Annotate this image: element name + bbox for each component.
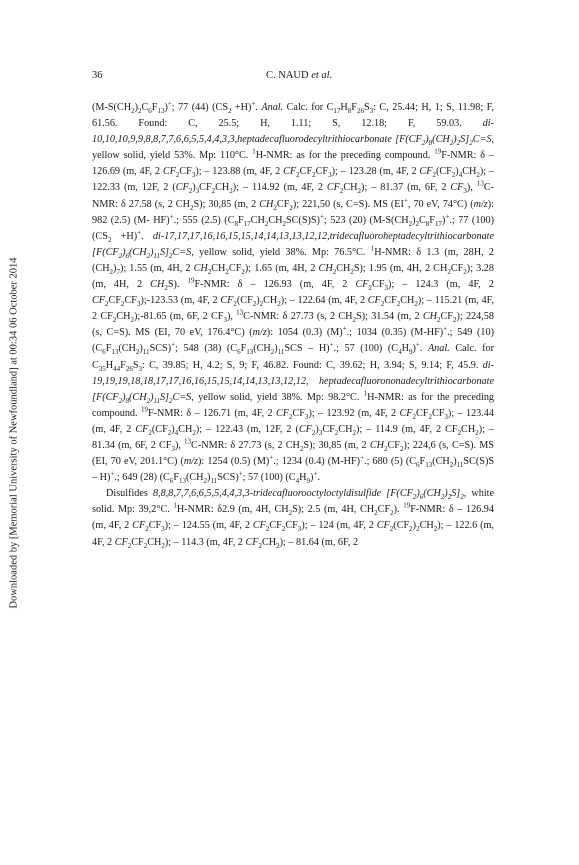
paragraph-disulfides: Disulfides 8,8,8,7,7,6,6,5,5,4,4,3,3-tridecafluorooctyloctyldisulfide $[F(CF_2)_6(CH_2)_2S]_2$, white solid. Mp: 39,2°C. $^1$H-NMR: δ2.9 (m, 4H, $CH_2S$); 2.5 (m, 4H, $CH_2CF_2$). $^{19}$F-NMR: δ – 126.94 (m, 4F, 2 $CF_2CF_3$); – 124.55 (m, 4F, 2 $CF_2CF_2CF_3$); – 124 (m, 4F, 2 $CF_2(CF_2)_2CH_2$); – 122.6 (m, 4F, 2 $CF_2CF_2CH_2$); – 114.3 (m, 4F, 2 $CF_2CH_2$); – 81.64 (m, 6F, 2 [92,488,495,550]
running-head [266,70,332,81]
download-watermark [4,0,24,865]
paragraph-trithiocarbonates: $(M-S(CH_2)_2C_6F_{13})^+$; 77 (44) $(CS_2 +H)^+$. Anal. Calc. for $C_{17}H_8F_{26}S_3$: C, 25.44; H, 1; S, 11.98; F, 61.56. Found: C, 25.5; H, 1.11; S, 12.18; F, 59.03. di-10,10,10,9,9,8,8,7,7,6,6,5,5,4,4,3,3,heptadecafluorodecyltrithiocarbonate $[F(CF_2)_8(CH_2)_2S]_2C=S$, yellow solid, yield 53%. Mp: 110°C. $^1$H-NMR: as for the preceding compound. $^{19}$F-NMR: δ – 126.69 (m, 4F, 2 $CF_2CF_3$); – 123.88 (m, 4F, 2 $CF_2CF_2CF_3$); – 123.28 (m, 4F, 2 $CF_2(CF_2)_4CH_2$); – 122.33 (m, 12F, 2 $(CF_2)_3CF_2CH_2$); – 114.92 (m, 4F, 2 $CF_2CH_2$); – 81.37 (m, 6F, 2 $CF_3$), $^{13}$C-NMR: δ 27.58 (s, 2 $CH_2S$); 30,85 (m, 2 $CH_2CF_2$); 221,50 (s, C=S). MS (EI+, 70 eV, 74°C) (m/z): 982 (2.5) (M- HF)+.; 555 (2.5) $(C_8F_{17}CH_2CH_2SC(S)S)^+$; 523 (20) $(M-S(CH_2)_2C_8F_{17})^+$.; 77 (100) $(CS_2 +H)^+$. di-17,17,17,16,16,15,15,14,14,13,13,12,12,tridecafluoroheptadecyltrithiocarbonate $[F(CF_2)_6(CH_2)_{11}S]_2C=S$, yellow solid, yield 38%. Mp: 76.5°C. $^1$H-NMR: δ 1.3 (m, 28H, 2 $(CH_2)_7$); 1.55 (m, 4H, 2 $CH_2CH_2CF_2$); 1.65 (m, 4H, 2 $CH_2CH_2S$); 1.95 (m, 4H, 2 $CH_2CF_2$); 3.28 (m, 4H, 2 $CH_2S$). $^{19}$F-NMR: δ – 126.93 (m, 4F, 2 $CF_2CF_3$); – 124.3 (m, 4F, 2 $CF_2CF_2CF_3);-123.53$ (m, 4F, 2 $CF_2(CF_2)_2CH_2$); – 122.64 (m, 4F, 2 $CF_2CF_2CH_2$); – 115.21 (m, 4F, 2 $CF_2CH_2);-81.65$ (m, 6F, 2 $CF_3$), $^{13}$C-NMR: δ 27.73 (s, 2 $CH_2S$); 31.54 (m, 2 $CH_2CF_2$); 224,58 (s, C=S). MS (EI, 70 eV, 176.4°C) (m/z): 1054 (0.3) (M)+.; 1034 (0.35) (M-HF)+.; 549 (10) $(C_6F_{13}(CH_2)_{11}SCS)^+$; 548 (38) $(C_6F_{13}(CH_2)_{11}SCS - H)^+$.; 57 (100) $(C_4H_9)^+$. Anal. Calc. for $C_{35}H_{44}F_{26}S_3$: C, 39.85; H, 4.2; S, 9; F, 46.82. Found: C, 39.62; H, 3.94; S, 9.14; F, 45.9. di-19,19,19,18,18,17,17,16,16,15,15,14,14,13,13,12,12, heptadecafluorononadecyltrithiocarbonate $[F(CF_2)_8(CH_2)_{11}S]_2C=S$, yellow solid, yield 38%. Mp: 98.2°C. $^1$H-NMR: as for the preceding compound. $^{19}$F-NMR: δ – 126.71 (m, 4F, 2 $CF_2CF_3$); – 123.92 (m, 4F, 2 $CF_2CF_2CF_3$); – 123.44 (m, 4F, 2 $CF_2(CF_2)_4CH_2$); – 122.43 (m, 12F, 2 $(CF_2)_3CF_2CH_2$); – 114.9 (m, 4F, 2 $CF_2CH_2$); – 81.34 (m, 6F, 2 $CF_3$), $^{13}$C-NMR: δ 27.73 (s, 2 $CH_2S$); 30,85 (m, 2 $CH_2CF_2$); 224,6 (s, C=S). MS (EI, 70 eV, 201.1°C) (m/z): 1254 (0.5) (M)+.; 1234 (0.4) (M-HF)+.; 680 (5) $(C_6F_{13}(CH_2)_{11}SC(S)S - H)^+$.; 649 (28) $(C_6F_{13}(CH_2)_{11}SCS)^+$; 57 (100) $(C_4H_9)^+$. [92,99,495,486]
running-head-author: C. NAUD [266,70,309,81]
article-body [92,100,494,551]
running-head-suffix: et al. [311,70,333,81]
download-watermark-text: Downloaded by [Memorial University of Newfoundland] at 00:34 06 October 2014 [8,256,20,609]
page-number: 36 [92,70,103,81]
page-header [92,70,494,86]
